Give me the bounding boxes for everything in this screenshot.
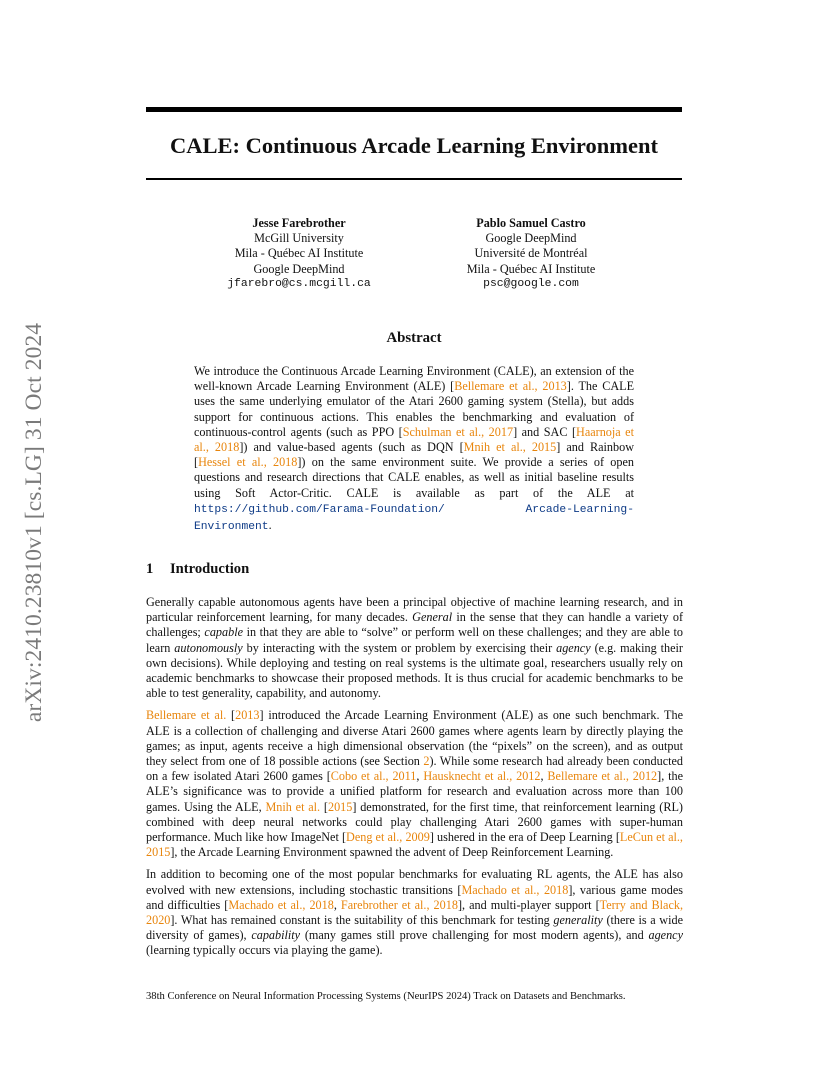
text-run: ] introduced the Arcade Learning Environment (ALE) as one such benchmark. The ALE is a collection of challenging and diverse Atari 2600 games where agents learn by directly playing the games; as input, agents receive a high dimensional observation (the “pixels” on the screen), and as output they select from one of 18 possible actions (see Section (146, 708, 684, 769)
arxiv-stamp-text: arXiv:2410.23810v1 [cs.LG] 31 Oct 2024 (21, 322, 48, 723)
body-paragraph (146, 595, 683, 701)
text-run: ]) on the same environment suite. We provide a series of open questions and research directions that CALE enables, as well as initial baseline results using Soft Actor-Critic. CALE is available as part of the ALE at (194, 455, 634, 500)
text-run: ]. What has remained constant is the suitability of this benchmark for testing (170, 913, 554, 928)
author-block-2 (441, 216, 621, 292)
section-heading-introduction (146, 559, 249, 579)
body-paragraph (146, 708, 683, 860)
author-name: Pablo Samuel Castro (476, 216, 586, 230)
citation-link[interactable]: Haarnoja et al., 2018 (194, 424, 634, 455)
paper-title: CALE: Continuous Arcade Learning Environment (170, 133, 658, 158)
author-affiliation: Mila - Québec AI Institute (466, 261, 596, 276)
citation-link[interactable]: Cobo et al., 2011 (330, 769, 417, 784)
author-email[interactable]: psc@google.com (483, 277, 579, 290)
text-run: ] and Rainbow [ (194, 440, 634, 470)
emphasis-text: General (412, 610, 453, 625)
citation-link[interactable]: Mnih et al. (265, 799, 321, 814)
title-rule-bottom (146, 178, 682, 180)
text-run: (there is a wide diversity of games), (146, 913, 683, 943)
citation-link[interactable]: Hausknecht et al., 2012 (423, 769, 541, 784)
emphasis-text: agency (648, 928, 683, 943)
citation-link[interactable]: Hessel et al., 2018 (198, 455, 298, 470)
title-rule-top (146, 107, 682, 112)
text-run: ]. The CALE uses the same underlying emulator of the Atari 2600 gaming system (Stella), but adds support for continuous actions. This enables the benchmarking and evaluation of continuous-control agents (such as PPO [ (194, 379, 635, 439)
citation-link[interactable]: 2 (423, 754, 430, 769)
citation-link[interactable]: Bellemare et al., 2013 (454, 379, 567, 394)
text-run: ] demonstrated, for the first time, that reinforcement learning (RL) combined with deep neural networks could play challenging Atari 2600 games with super-human performance. Much like how ImageNet [ (146, 799, 683, 845)
emphasis-text: agency (556, 640, 591, 655)
section-number: 1 (146, 561, 154, 577)
citation-link[interactable]: Bellemare et al. (146, 708, 227, 723)
text-run: ] ushered in the era of Deep Learning [ (429, 830, 620, 845)
arxiv-stamp (20, 285, 50, 760)
author-affiliation: Université de Montréal (474, 246, 588, 261)
text-run: in that they are able to “solve” or perform well on these challenges; and they are able to learn (146, 625, 683, 655)
section-title: Introduction (170, 561, 250, 577)
emphasis-text: capability (251, 928, 301, 943)
text-run: ], the Arcade Learning Environment spawned the advent of Deep Reinforcement Learning. (170, 845, 614, 860)
introduction-body (146, 595, 683, 966)
citation-link[interactable]: Machado et al., 2018 (461, 882, 569, 897)
author-affiliation: Google DeepMind (253, 261, 345, 276)
text-run: We introduce the Continuous Arcade Learning Environment (CALE), an extension of the well-known Arcade Learning Environment (ALE) [ (194, 364, 634, 394)
emphasis-text: capable (204, 625, 243, 640)
text-run: (e.g. making their own decisions). While deploying and testing on real systems is the ultimate goal, researchers usually rely on academic benchmarks to showcase their proposed methods. It is thus crucial for academic benchmarks to be able to test generality, capability, and autonomy. (146, 640, 683, 701)
text-run: [ (226, 708, 236, 723)
citation-link[interactable]: LeCun et al., 2015 (146, 830, 683, 860)
emphasis-text: autonomously (174, 640, 243, 655)
citation-link[interactable]: Machado et al., 2018 (228, 897, 334, 912)
text-run: Generally capable autonomous agents have been a principal objective of machine learning research, and in particular reinforcement learning, for many decades. (146, 595, 683, 625)
citation-link[interactable]: Farebrother et al., 2018 (340, 897, 458, 912)
text-run: , (333, 897, 341, 912)
citation-link[interactable]: Bellemare et al., 2012 (547, 769, 658, 784)
author-email[interactable]: jfarebro@cs.mcgill.ca (227, 277, 371, 290)
text-run: [ (320, 799, 328, 814)
text-run: ], and multi-player support [ (457, 897, 600, 912)
citation-link[interactable]: 2015 (327, 799, 353, 814)
author-affiliation: Mila - Québec AI Institute (234, 246, 364, 261)
text-run: by interacting with the system or problem by exercising their (242, 640, 557, 655)
conference-footnote: 38th Conference on Neural Information Processing Systems (NeurIPS 2024) Track on Datasets and Benchmarks. (146, 991, 626, 1002)
emphasis-text: generality (553, 913, 603, 928)
text-run: , (416, 769, 424, 784)
author-affiliation: McGill University (254, 231, 344, 246)
abstract-text (194, 364, 634, 535)
author-name: Jesse Farebrother (252, 216, 346, 230)
citation-link[interactable]: 2013 (235, 708, 260, 723)
abstract-heading: Abstract (386, 330, 442, 346)
text-run: ], the ALE’s significance was to provide a unified platform for research and evaluation across more than 100 games. Using the ALE, (146, 769, 684, 814)
citation-link[interactable]: Terry and Black, 2020 (146, 897, 683, 928)
text-run: , (540, 769, 548, 784)
text-run: (many games still prove challenging for most modern agents), and (300, 928, 649, 943)
author-block-1 (209, 216, 389, 292)
body-paragraph (146, 867, 683, 958)
author-affiliation: Google DeepMind (485, 231, 577, 246)
text-run: in the sense that they can handle a variety of challenges; (146, 610, 684, 640)
text-run: ] and SAC [ (513, 424, 577, 439)
text-run: ). While some research had already been conducted on a few isolated Atari 2600 games [ (146, 754, 683, 784)
text-run: . (268, 518, 272, 533)
text-run: ]) and value-based agents (such as DQN [ (239, 440, 464, 455)
text-run: (learning typically occurs via playing the game). (146, 943, 383, 958)
repository-url-link[interactable]: https://github.com/Farama-Foundation/ Arcade-Learning-Environment (194, 503, 634, 534)
citation-link[interactable]: Schulman et al., 2017 (402, 424, 514, 439)
citation-link[interactable]: Deng et al., 2009 (346, 830, 430, 845)
text-run: ], various game modes and difficulties [ (146, 882, 684, 912)
text-run: In addition to becoming one of the most popular benchmarks for evaluating RL agents, the ALE has also evolved with new extensions, including stochastic transitions [ (146, 867, 683, 897)
citation-link[interactable]: Mnih et al., 2015 (463, 440, 557, 455)
